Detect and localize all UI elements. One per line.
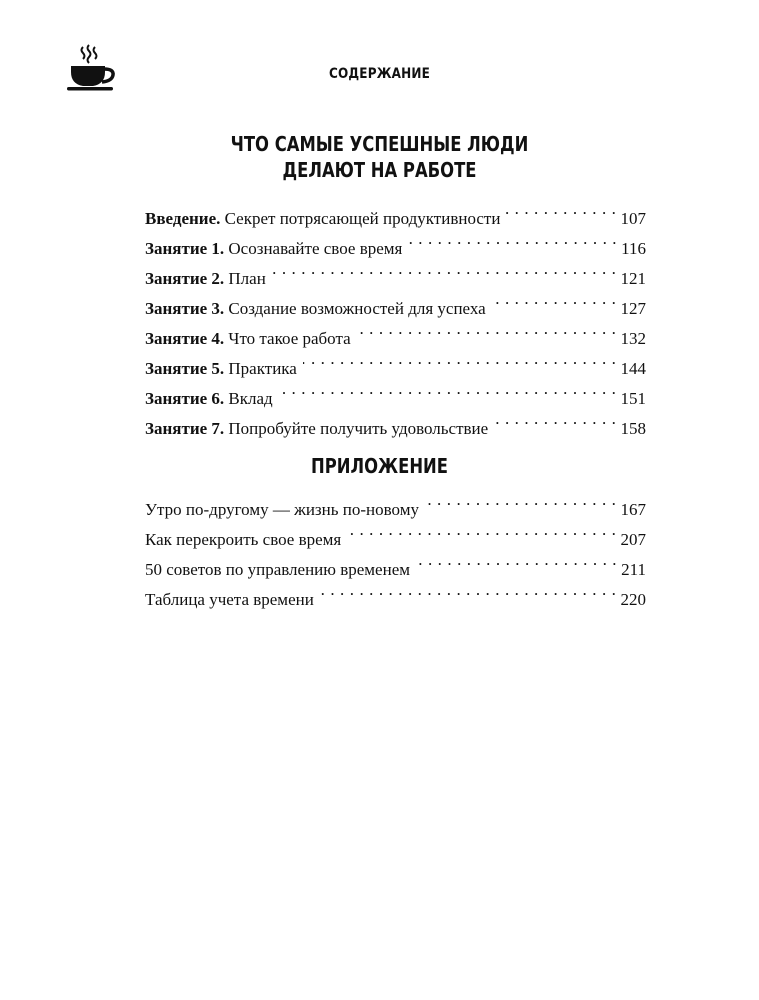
toc-entry-label <box>145 354 297 384</box>
toc-entry-label-bold: Занятие 2. <box>145 269 225 288</box>
toc-entry-page: 144 <box>620 359 646 378</box>
toc-entry-label-bold: Занятие 3. <box>145 299 225 318</box>
toc-entry-label-bold: Занятие 5. <box>145 359 225 378</box>
section-title-main <box>68 131 690 183</box>
toc-entry-label: 50 советов по управлению временем <box>145 560 410 579</box>
toc-entry-label <box>145 264 266 294</box>
toc-entry-page: 151 <box>620 389 646 408</box>
dot-leader <box>357 314 617 344</box>
toc-entry-label: Утро по-другому — жизнь по-новому <box>145 500 419 519</box>
dot-leader <box>303 344 617 374</box>
toc-entry-label: Таблица учета времени <box>145 590 314 609</box>
toc-entry-label: Как перекроить свое время <box>145 530 342 549</box>
dot-leader <box>425 485 617 515</box>
toc-entry-label-bold: Введение. <box>145 209 221 228</box>
toc-entry-label-text: Осознавайте свое время <box>224 239 403 258</box>
toc-entry-page: 211 <box>621 560 646 579</box>
toc-entry-label-text: Что такое работа <box>224 329 351 348</box>
section-title-appendix: ПРИЛОЖЕНИЕ <box>311 454 448 478</box>
dot-leader <box>272 254 617 284</box>
dot-leader <box>416 545 617 575</box>
dot-leader <box>320 575 617 605</box>
toc-entry-label-text: Вклад <box>224 389 273 408</box>
toc-entry-label-bold: Занятие 1. <box>145 239 225 258</box>
toc-entry-page: 207 <box>620 530 646 549</box>
toc-main-list <box>145 194 646 438</box>
dot-leader <box>279 374 617 404</box>
dot-leader <box>408 224 617 254</box>
dot-leader <box>347 515 616 545</box>
dot-leader <box>506 194 616 224</box>
toc-appendix-list <box>145 485 646 609</box>
section-title-line-2: ДЕЛАЮТ НА РАБОТЕ <box>282 158 477 182</box>
toc-entry-page: 167 <box>620 500 646 519</box>
toc-entry[interactable] <box>145 194 646 228</box>
toc-entry-page: 132 <box>620 329 646 348</box>
dot-leader <box>494 404 616 434</box>
section-title-line-1: ЧТО САМЫЕ УСПЕШНЫЕ ЛЮДИ <box>230 132 529 156</box>
toc-entry-label-text: Попробуйте получить удовольствие <box>224 419 489 438</box>
toc-entry-label <box>145 384 273 414</box>
toc-entry-label-bold: Занятие 4. <box>145 329 225 348</box>
toc-entry-label <box>145 414 488 444</box>
toc-entry-page: 107 <box>620 209 646 228</box>
toc-entry-page: 121 <box>620 269 646 288</box>
toc-entry-label-text: Создание возможностей для успеха <box>224 299 486 318</box>
toc-entry-label-bold: Занятие 6. <box>145 389 225 408</box>
running-head: СОДЕРЖАНИЕ <box>328 66 430 82</box>
toc-entry-label-text: Секрет потрясающей продуктивности <box>220 209 501 228</box>
toc-entry-page: 220 <box>620 590 646 609</box>
toc-entry-label-bold: Занятие 7. <box>145 419 225 438</box>
toc-entry[interactable] <box>145 485 646 519</box>
toc-entry-page: 158 <box>620 419 646 438</box>
toc-entry-label-text: Практика <box>224 359 297 378</box>
toc-entry-label-text: План <box>224 269 266 288</box>
dot-leader <box>492 284 617 314</box>
toc-entry-page: 127 <box>620 299 646 318</box>
toc-entry-page: 116 <box>621 239 646 258</box>
